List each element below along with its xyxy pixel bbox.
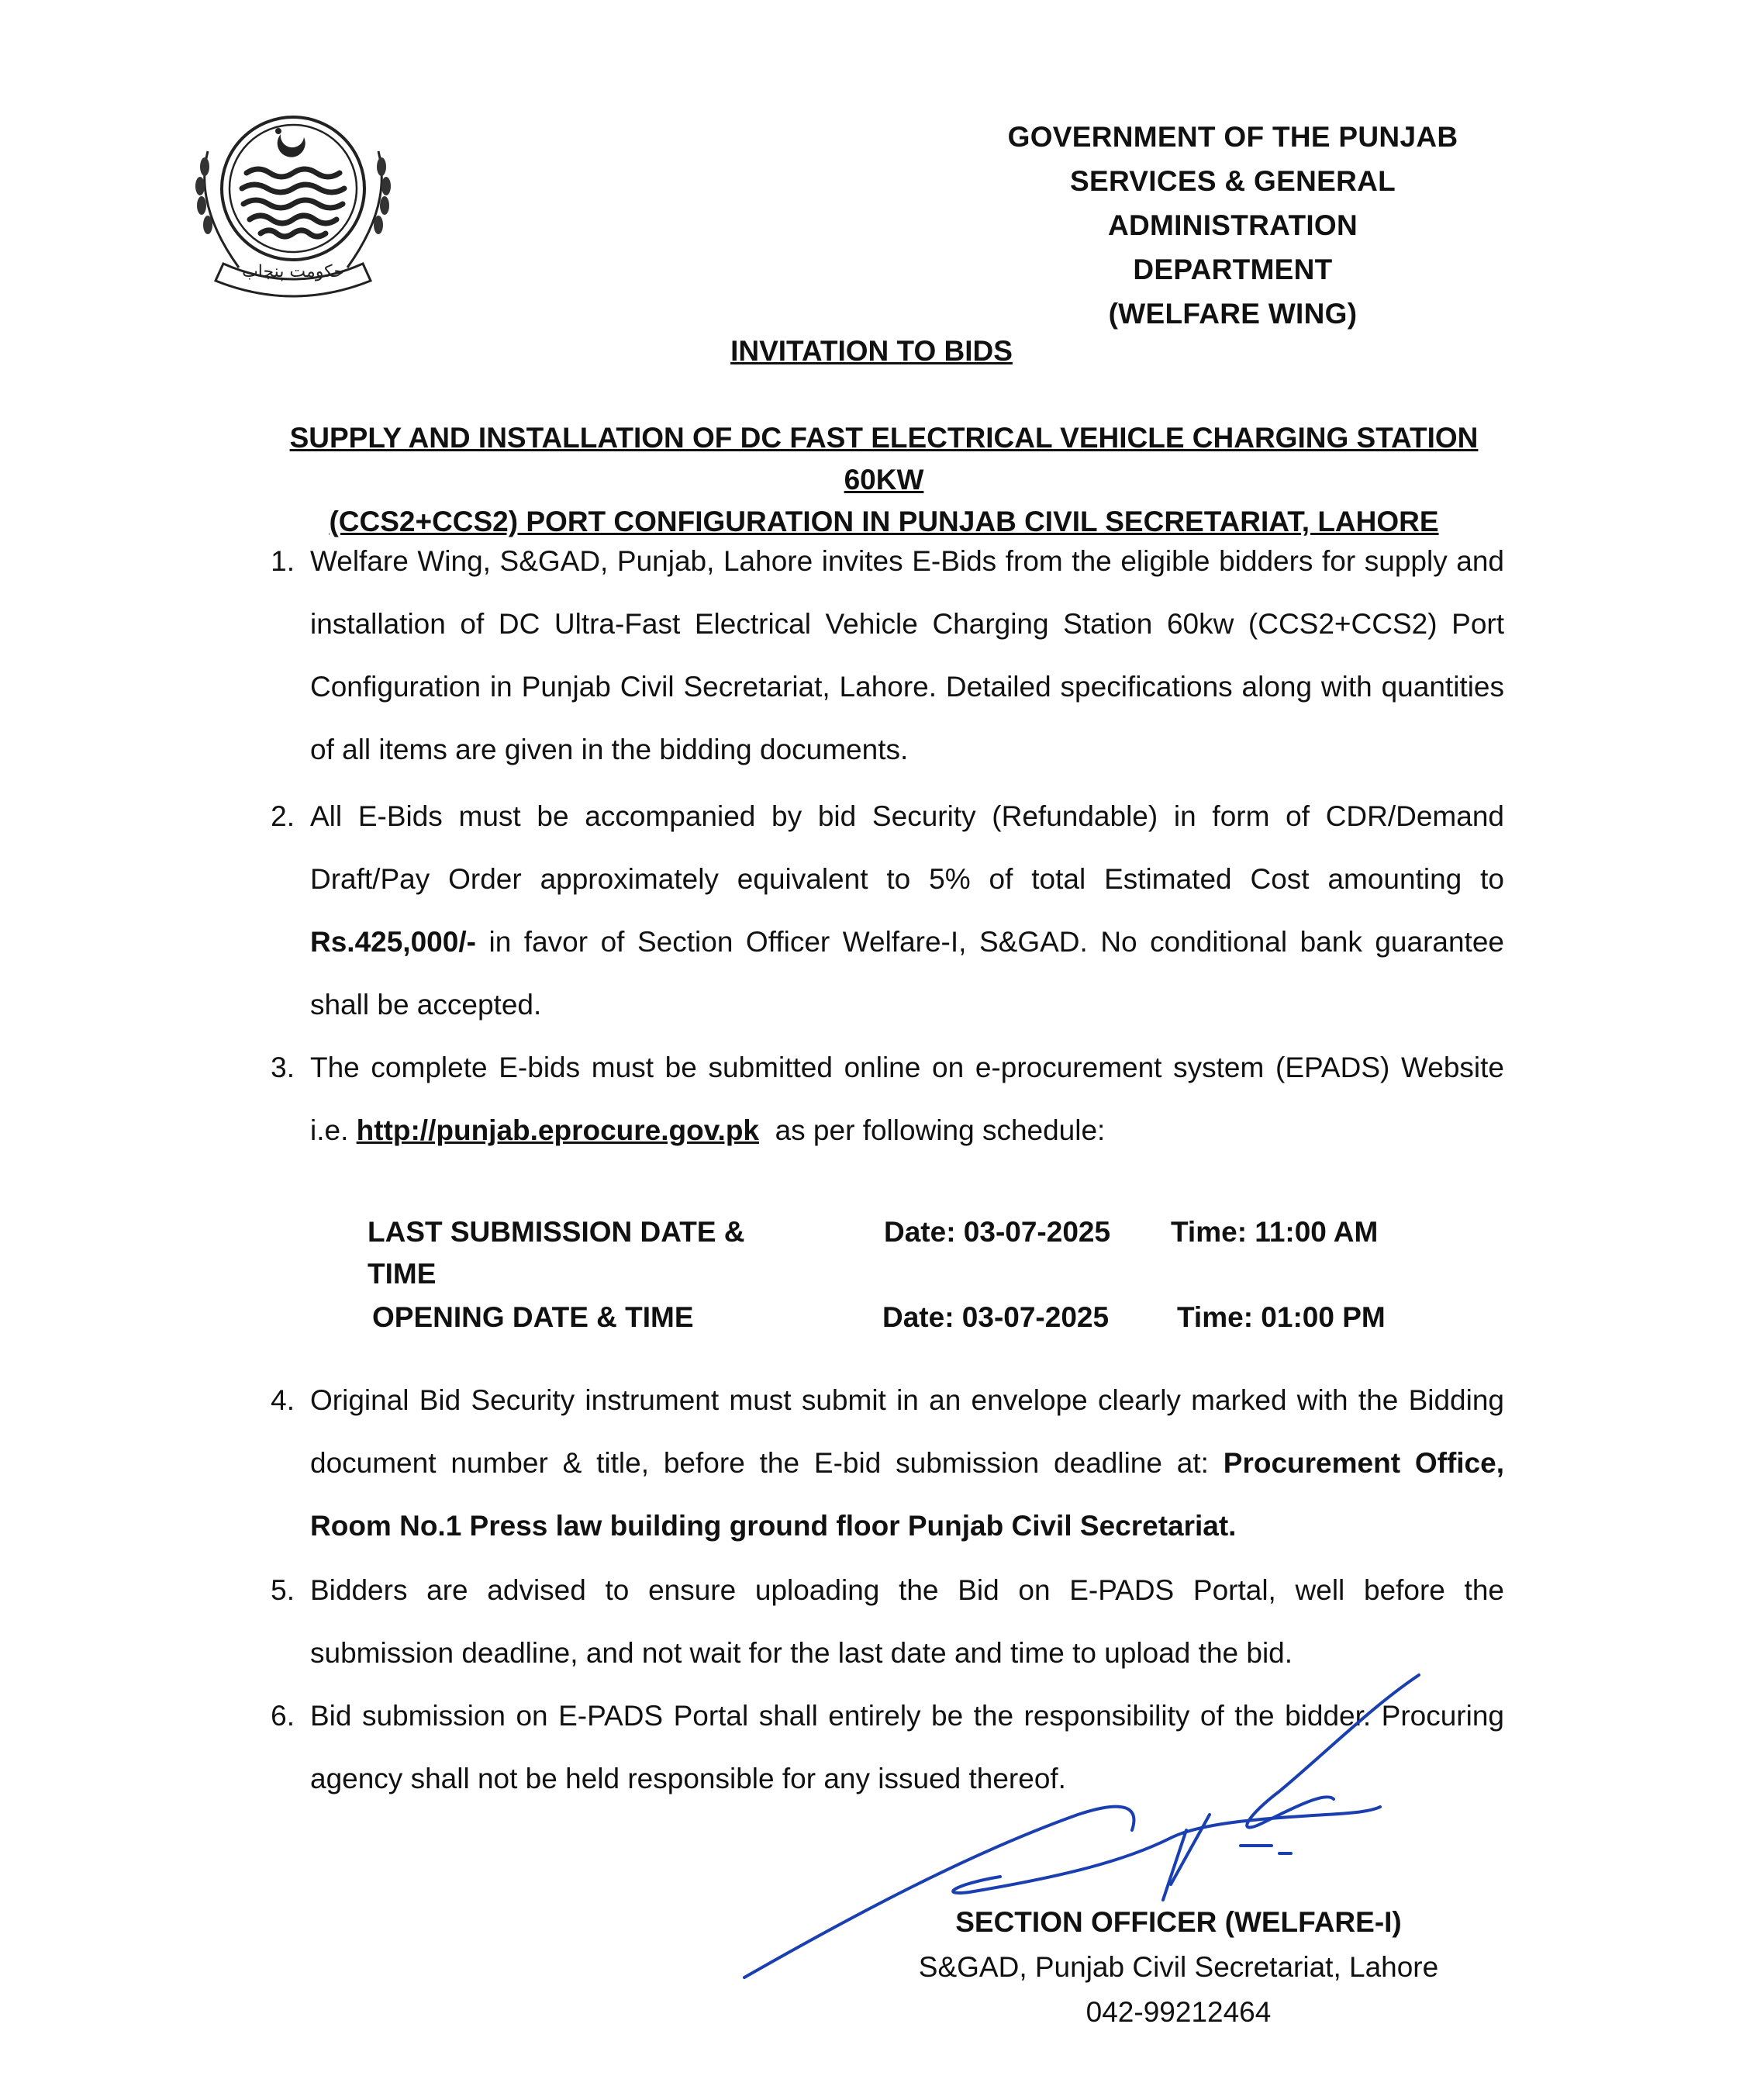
clause-number: 4. xyxy=(271,1384,295,1416)
clause-2 xyxy=(240,785,1504,1036)
document-title: INVITATION TO BIDS xyxy=(730,335,1013,367)
subject-line: (CCS2+CCS2) PORT CONFIGURATION IN PUNJAB CIVIL SECRETARIAT, LAHORE xyxy=(329,506,1439,537)
subject-line: SUPPLY AND INSTALLATION OF DC FAST ELECTRICAL VEHICLE CHARGING STATION 60KW xyxy=(289,422,1479,496)
clause-text: Welfare Wing, S&GAD, Punjab, Lahore invites E-Bids from the eligible bidders for supply and installation of DC Ultra-Fast Electrical Vehicle Charging Station 60kw (CCS2+CCS2) Port Configuration in Punjab Civil Secretariat, Lahore. Detailed specifications along with quantities of all items are given in the bidding documents. xyxy=(310,545,1504,765)
bid-security-amount: Rs.425,000/- xyxy=(310,926,476,958)
clause-text-part: in favor of Section Officer Welfare-I, S&GAD. No conditional bank guarantee shall be accepted. xyxy=(310,926,1504,1021)
clause-text xyxy=(295,785,1504,1036)
clause-number: 3. xyxy=(271,1052,295,1083)
schedule-time: Time: 11:00 AM xyxy=(1171,1216,1379,1248)
clause-number: 1. xyxy=(271,545,295,577)
header-line: SERVICES & GENERAL ADMINISTRATION xyxy=(1069,165,1396,241)
clause-text xyxy=(295,1036,1504,1162)
header-line: GOVERNMENT OF THE PUNJAB xyxy=(1007,121,1458,153)
subject-heading xyxy=(271,417,1496,543)
clause-text: Bid submission on E-PADS Portal shall entirely be the responsibility of the bidder. Procuring agency shall not be held responsible for any issued thereof. xyxy=(310,1700,1504,1794)
clause-1 xyxy=(240,530,1504,781)
department-header xyxy=(954,115,1512,336)
signatory-phone: 042-99212464 xyxy=(1085,1996,1272,2028)
schedule-label: LAST SUBMISSION DATE & TIME xyxy=(368,1216,745,1290)
signatory-title: SECTION OFFICER (WELFARE-I) xyxy=(955,1906,1402,1938)
clause-text xyxy=(295,1369,1504,1557)
signatory-organization: S&GAD, Punjab Civil Secretariat, Lahore xyxy=(918,1951,1439,1983)
clause-text-part: The complete E-bids must be submitted online on e-procurement system (EPADS) Website i.e. xyxy=(310,1052,1504,1146)
clause-text-part: Original Bid Security instrument must submit in an envelope clearly marked with the Bidding document number & title, before the E-bid submission deadline at: xyxy=(310,1384,1504,1479)
punjab-seal-icon xyxy=(177,105,409,310)
schedule-label: OPENING DATE & TIME xyxy=(372,1301,694,1333)
clause-number: 5. xyxy=(271,1574,295,1606)
clause-number: 2. xyxy=(271,800,295,832)
clause-5 xyxy=(240,1559,1504,1684)
header-line: DEPARTMENT xyxy=(1133,254,1333,285)
schedule-date: Date: 03-07-2025 xyxy=(882,1301,1110,1333)
clause-number: 6. xyxy=(271,1700,295,1732)
clause-text-part: All E-Bids must be accompanied by bid Security (Refundable) in form of CDR/Demand Draft/Pay Order approximately equivalent to 5% of total Estimated Cost amounting to xyxy=(310,800,1504,895)
schedule-date: Date: 03-07-2025 xyxy=(884,1216,1111,1248)
header-line: (WELFARE WING) xyxy=(1108,298,1358,330)
seal-caption: حکومت پنجاب xyxy=(242,262,344,281)
submission-location: Procurement Office, Room No.1 Press law building ground floor Punjab Civil Secretariat. xyxy=(310,1447,1504,1542)
schedule-time: Time: 01:00 PM xyxy=(1177,1301,1386,1333)
clause-4 xyxy=(240,1369,1504,1557)
clause-3 xyxy=(240,1036,1504,1162)
clause-text: Bidders are advised to ensure uploading the Bid on E-PADS Portal, well before the submission deadline, and not wait for the last date and time to upload the bid. xyxy=(310,1574,1504,1669)
clause-text-part: as per following schedule: xyxy=(759,1114,1106,1146)
epads-website-link[interactable]: http://punjab.eprocure.gov.pk xyxy=(356,1114,760,1146)
